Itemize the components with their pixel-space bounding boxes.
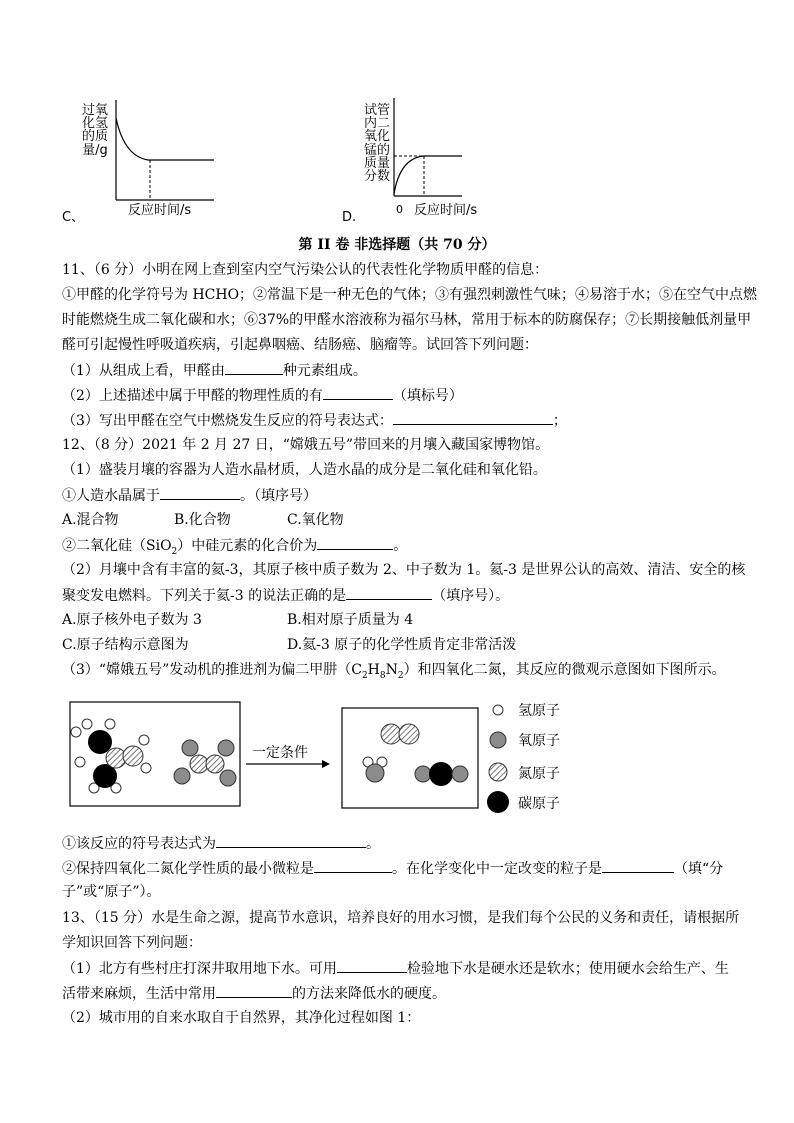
graph-d-plot — [352, 96, 472, 206]
q12-blank-1[interactable] — [160, 485, 240, 500]
q12-option-c: C.氧化物 — [287, 512, 344, 528]
legend-nitrogen-symbol — [489, 763, 507, 781]
q11-info-3: 醛可引起慢性呼吸道疾病，引起鼻咽癌、结肠癌、脑瘤等。试回答下列问题： — [62, 337, 538, 353]
reaction-arrowhead — [322, 760, 330, 768]
q13-part-2: （2）城市用的自来水取自于自然界，其净化过程如图 1： — [62, 1010, 421, 1026]
q13-blank-2[interactable] — [216, 983, 292, 998]
q12-part-1-2: ②二氧化硅（SiO$_2$）中硅元素的化合价为 。 — [62, 535, 407, 562]
q11-info-2: 时能燃烧生成二氧化碳和水；⑥37%的甲醛水溶液称为福尔马林，常用于标本的防腐保存；⑦长期接触低剂量甲 — [62, 312, 752, 328]
q11-info-1: ①甲醛的化学符号为 HCHO；②常温下是一种无色的气体；③有强烈刺激性气味；④易溶于水；⑤在空气中点燃 — [62, 287, 758, 303]
graph-c-ylabel: 过氧 化氢 的质 量/g — [81, 103, 108, 158]
legend-carbon: 碳原子 — [518, 796, 560, 812]
q12-part-3: （3）“嫦娥五号”发动机的推进剂为偏二甲肼$(C_2H_8N_2)$和四氧化二氮，其反应的微观示意图如下图所示。 — [62, 662, 726, 681]
q12-part-1: （1）盛装月壤的容器为人造水晶材质，人造水晶的成分是二氧化硅和氧化铅。 — [62, 462, 547, 478]
q12-he-a: A.原子核外电子数为 3 — [62, 612, 202, 628]
q12-blank-3[interactable] — [346, 585, 432, 600]
q11-blank-2[interactable] — [323, 385, 393, 400]
q11-part-3: （3）写出甲醛在空气中燃烧发生反应的符号表达式： ； — [62, 410, 567, 431]
q13-intro-1: 13、（15 分）水是生命之源，提高节水意识，培养良好的用水习惯，是我们每个公民的义务和责任，请根据所 — [62, 910, 740, 926]
q11-blank-1[interactable] — [225, 360, 283, 375]
q11-part-2: （2）上述描述中属于甲醛的物理性质的有 （填标号） — [62, 385, 463, 406]
q12-part-2-a: （2）月壤中含有丰富的氦-3，其原子核中质子数为 2、中子数为 1。氦-3 是世界公认的高效、清洁、安全的核 — [62, 562, 746, 578]
q12-option-a: A.混合物 — [62, 512, 119, 528]
q12-blank-2[interactable] — [317, 535, 393, 550]
graph-d-origin: 0 — [396, 203, 403, 216]
reaction-diagram — [60, 696, 580, 816]
q12-reaction-2-cont: 子”或“原子”）。 — [62, 884, 161, 900]
reaction-condition: 一定条件 — [252, 745, 308, 761]
q12-blank-6[interactable] — [602, 858, 674, 873]
q12-blank-5[interactable] — [314, 858, 392, 873]
q11-part-1: （1）从组成上看，甲醛由 种元素组成。 — [62, 360, 367, 381]
graph-c-plot — [110, 98, 220, 206]
section-title: 第 II 卷 非选择题（共 70 分） — [298, 237, 496, 253]
q12-reaction-2: ②保持四氧化二氮化学性质的最小微粒是 。在化学变化中一定改变的粒子是 （填“分 — [62, 858, 723, 879]
q12-reaction-1: ①该反应的符号表达式为 。 — [62, 833, 380, 854]
graph-d-ylabel: 试管 内二 氧化 锰的 质量 分数 — [363, 103, 390, 185]
legend-hydrogen: 氢原子 — [518, 703, 560, 719]
q13-part-1: （1）北方有些村庄打深井取用地下水。可用 检验地下水是硬水还是软水；使用硬水会给生产、生 — [62, 958, 729, 979]
q12-he-d: D.氦-3 原子的化学性质肯定非常活泼 — [287, 637, 517, 653]
legend-hydrogen-symbol — [493, 705, 503, 715]
q11-blank-3[interactable] — [393, 410, 553, 425]
graph-d-option: D. — [342, 210, 357, 225]
q12-part-1-1: ①人造水晶属于 。（填序号） — [62, 485, 317, 506]
graph-c-option: C、 — [62, 210, 85, 225]
q12-option-b: B.化合物 — [174, 512, 231, 528]
legend-carbon-symbol — [487, 791, 509, 813]
q12-part-2-b: 聚变发电燃料。下列关于氦-3 的说法正确的是 （填序号）。 — [62, 585, 509, 606]
legend-oxygen: 氧原子 — [518, 733, 560, 749]
legend-nitrogen: 氮原子 — [518, 766, 560, 782]
q12-he-b: B.相对原子质量为 4 — [287, 612, 414, 628]
q13-part-1-cont: 活带来麻烦，生活中常用 的方法来降低水的硬度。 — [62, 983, 446, 1004]
q12-intro: 12、（8 分）2021 年 2 月 27 日，“嫦娥五号”带回来的月壤入藏国家博物馆。 — [62, 437, 550, 453]
co2-molecule — [415, 762, 468, 786]
q13-intro-2: 学知识回答下列问题： — [62, 935, 202, 951]
graph-d-curve — [394, 156, 462, 194]
legend-oxygen-symbol — [490, 732, 506, 748]
graph-c-xlabel: 反应时间/s — [128, 203, 192, 218]
q12-he-c: C.原子结构示意图为 — [62, 637, 189, 653]
graph-c-curve — [116, 118, 214, 160]
q13-blank-1[interactable] — [337, 958, 407, 973]
q11-intro: 11、（6 分）小明在网上查到室内空气污染公认的代表性化学物质甲醛的信息： — [62, 262, 549, 278]
graph-d-xlabel: 反应时间/s — [414, 203, 478, 218]
products-box — [342, 708, 478, 808]
q12-blank-4[interactable] — [216, 833, 366, 848]
